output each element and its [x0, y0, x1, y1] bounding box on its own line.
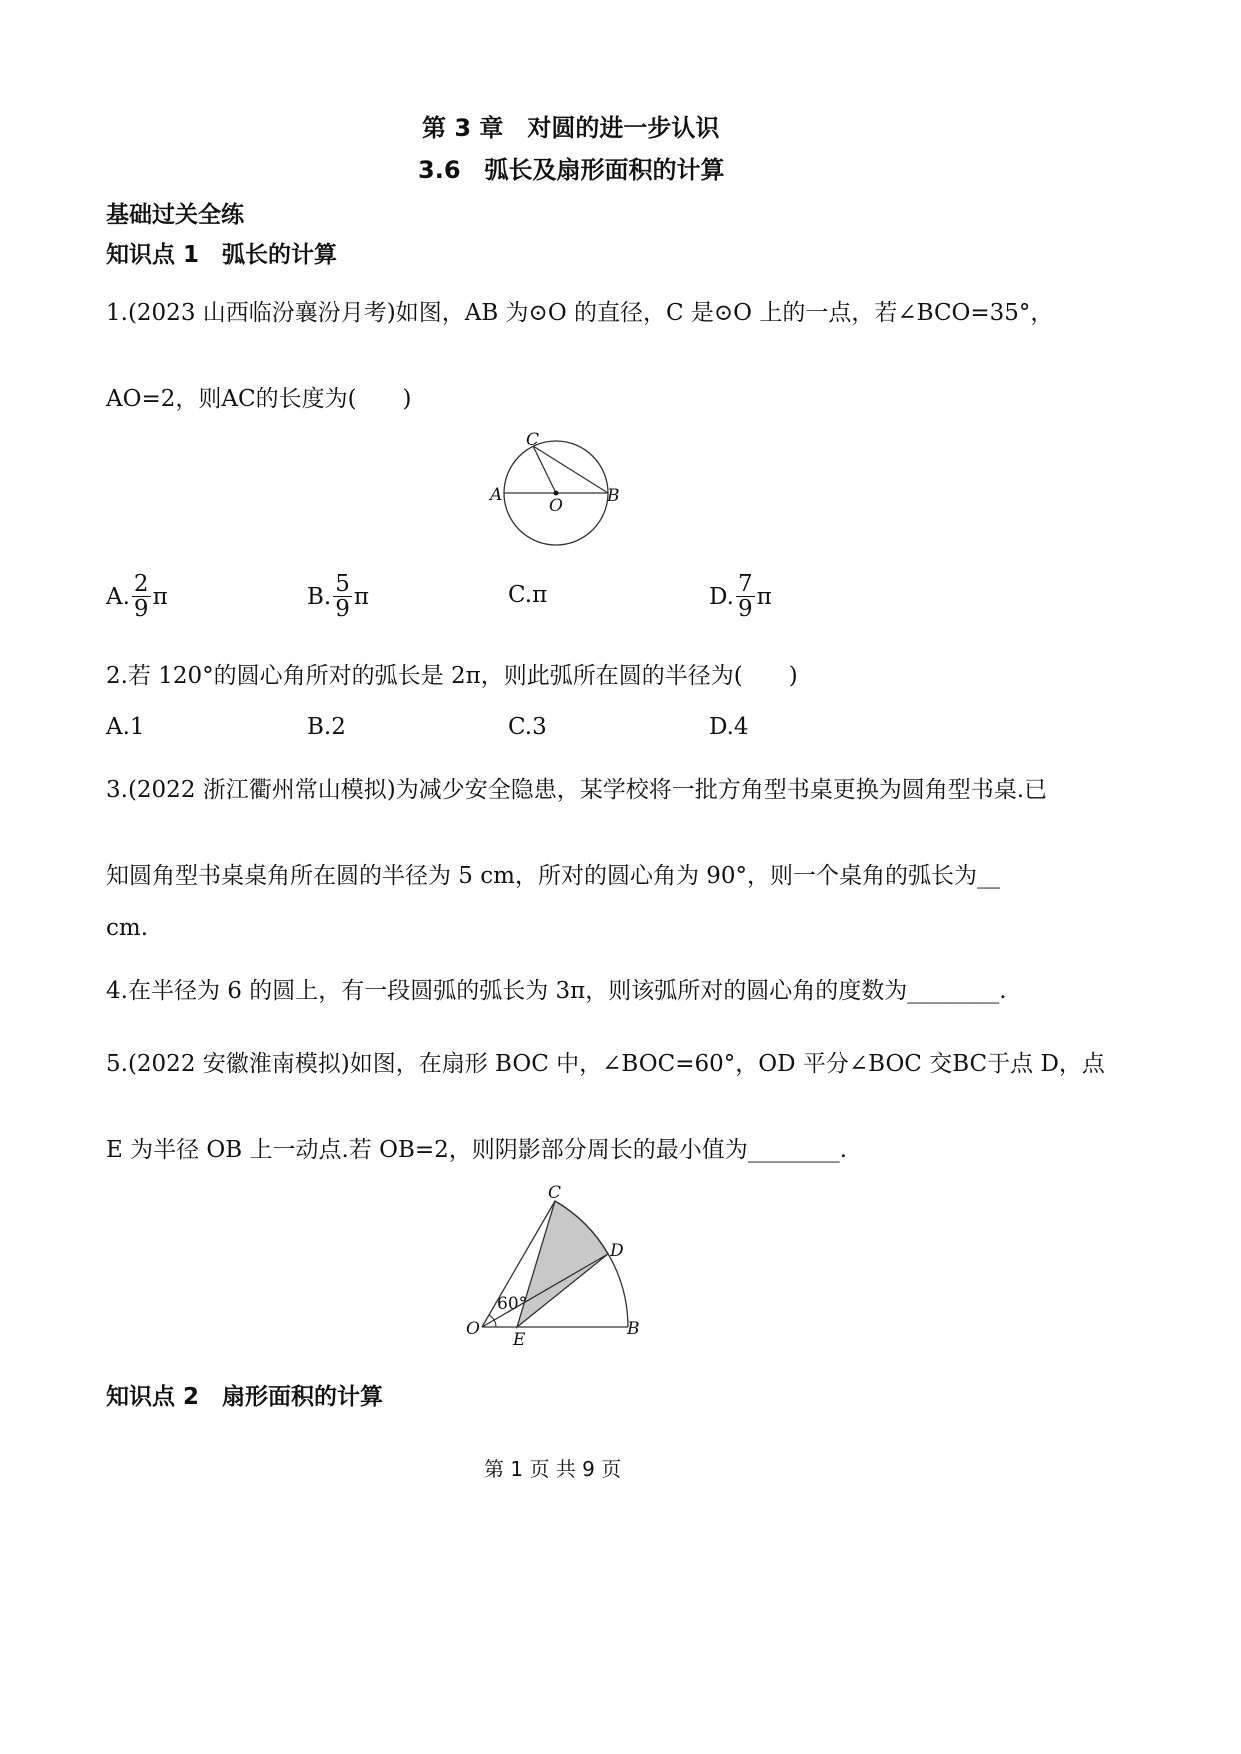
label-d: D [610, 1241, 624, 1261]
q5-line1: 5.(2022 安徽淮南模拟)如图，在扇形 BOC 中，∠BOC=60°，OD 平分∠BOC 交BC于点 D，点 [106, 1051, 1105, 1077]
q2-line1: 2.若 120°的圆心角所对的弧长是 2π，则此弧所在圆的半径为( ) [106, 663, 798, 689]
label-c: C [526, 430, 540, 450]
label-c: C [548, 1183, 562, 1203]
q3-line1: 3.(2022 浙江衢州常山模拟)为减少安全隐患，某学校将一批方角型书桌更换为圆角型书桌.已 [106, 777, 1048, 803]
angle-label: 60° [497, 1294, 528, 1314]
section-title: 3.6 弧长及扇形面积的计算 [418, 156, 725, 184]
label-e: E [513, 1330, 526, 1350]
q3-line2: 知圆角型书桌桌角所在圆的半径为 5 cm，所对的圆心角为 90°，则一个桌角的弧长为__ [106, 863, 1001, 889]
kp2-heading: 知识点 2 扇形面积的计算 [106, 1384, 384, 1410]
q1-line1: 1.(2023 山西临汾襄汾月考)如图，AB 为⊙O 的直径，C 是⊙O 上的一点，若∠BCO=35°， [106, 300, 1054, 326]
q5-line2: E 为半径 OB 上一动点.若 OB=2，则阴影部分周长的最小值为________. [106, 1137, 848, 1163]
q1-option-b: B. $\frac{5}{9}$ π [307, 571, 369, 623]
part-heading: 基础过关全练 [106, 202, 244, 228]
label-b: B [607, 486, 620, 506]
q2-option-b: B.2 [307, 714, 346, 740]
q2-option-d: D.4 [709, 714, 749, 740]
q1-option-c: C.π [508, 582, 548, 608]
label-o: O [549, 496, 563, 516]
shaded-region [517, 1201, 608, 1327]
label-a: A [490, 485, 503, 505]
q1-line2: AO=2，则AC的长度为( ) [106, 386, 412, 412]
label-o: O [466, 1319, 480, 1339]
q4-line1: 4.在半径为 6 的圆上，有一段圆弧的弧长为 3π，则该弧所对的圆心角的度数为________. [106, 978, 1007, 1004]
q1-option-d: D. $\frac{7}{9}$ π [709, 571, 772, 623]
center-point [554, 491, 559, 496]
q1-option-a: A. $\frac{2}{9}$ π [106, 571, 168, 623]
q5-figure [462, 1180, 662, 1355]
label-b: B [627, 1319, 640, 1339]
q2-option-a: A.1 [106, 714, 145, 740]
page-footer: 第 1 页 共 9 页 [484, 1457, 622, 1481]
chapter-title: 第 3 章 对圆的进一步认识 [422, 114, 720, 142]
kp1-heading: 知识点 1 弧长的计算 [106, 242, 338, 268]
q3-line3: cm. [106, 915, 149, 941]
q2-option-c: C.3 [508, 714, 547, 740]
q1-figure [480, 428, 640, 558]
